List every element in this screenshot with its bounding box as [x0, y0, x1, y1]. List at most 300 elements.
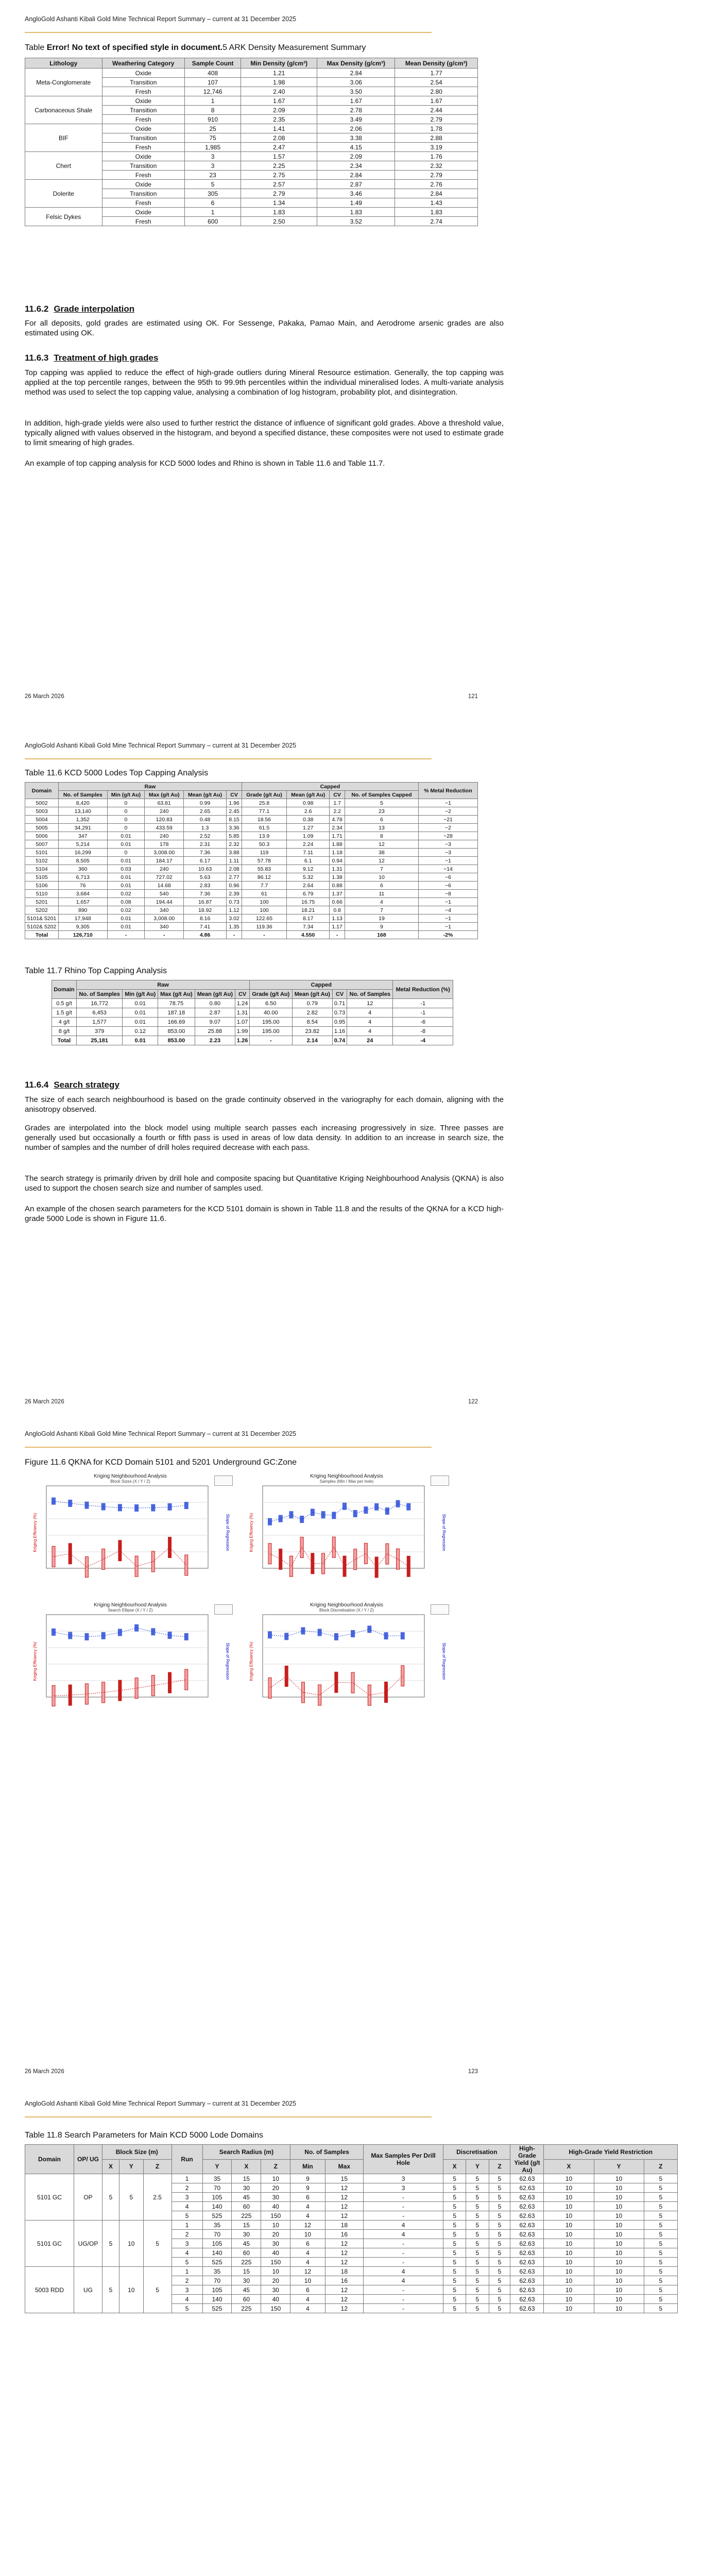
table-cell: 8	[345, 832, 418, 840]
table-cell: 16.75	[287, 898, 330, 906]
col-header: Lithology	[25, 58, 102, 69]
page-header: AngloGold Ashanti Kibali Gold Mine Technical Report Summary – current at 31 December 2025	[25, 1430, 297, 1437]
table-cell: 5	[443, 2230, 466, 2239]
table-cell: 10	[544, 2211, 594, 2221]
qkna-plot	[253, 1614, 434, 1717]
table-cell: 5	[489, 2258, 510, 2267]
table-cell: 7.41	[184, 923, 227, 931]
slope-line	[120, 1628, 136, 1633]
table-cell: 3	[172, 2193, 202, 2202]
col-header: OP/ UG	[74, 2145, 102, 2174]
table-cell: 2.14	[292, 1036, 333, 1045]
table-cell: 3,008.00	[145, 849, 184, 857]
table-cell: 10	[594, 2230, 644, 2239]
slope-line	[170, 1635, 186, 1637]
table-cell: 5	[443, 2174, 466, 2183]
col-header: Weathering Category	[102, 58, 184, 69]
efficiency-box	[135, 1556, 138, 1577]
table-cell: 2	[172, 2183, 202, 2193]
table-cell: 6.17	[184, 857, 227, 865]
table-cell: 0.08	[107, 898, 145, 906]
table-cell: 5.63	[184, 873, 227, 882]
paragraph: For all deposits, gold grades are estimated using OK. For Sessenge, Pakaka, Pamao Main, and Aerodrome arsenic grades are also estimated using OK.	[25, 319, 504, 337]
table-row	[25, 2267, 678, 2276]
efficiency-line	[153, 1548, 169, 1562]
table-cell: 4	[347, 1008, 393, 1018]
col-header: Min (g/t Au)	[123, 990, 158, 999]
table-cell: 2.87	[317, 180, 395, 189]
table-cell: 40	[261, 2295, 290, 2304]
table-cell: 5	[466, 2239, 489, 2248]
table-cell: 4 g/t	[52, 1018, 77, 1027]
table-cell: 70	[202, 2183, 232, 2193]
table-cell: 3.50	[317, 87, 395, 96]
table-cell: 360	[59, 865, 108, 873]
slope-line	[320, 1633, 336, 1637]
table-cell: 9.12	[287, 865, 330, 873]
table-cell: Fresh	[102, 198, 184, 208]
table-cell: 13.9	[242, 832, 286, 840]
table-cell: 5	[466, 2183, 489, 2193]
table-cell: 5007	[25, 840, 59, 849]
table-cell: 62.63	[510, 2174, 544, 2183]
table-cell: 0.38	[287, 816, 330, 824]
table-cell: 34,291	[59, 824, 108, 832]
section-heading: 11.6.3 Treatment of high grades	[25, 353, 159, 363]
table-cell: 77.1	[242, 807, 286, 816]
col-header: Y	[594, 2159, 644, 2174]
table-cell: 2.32	[227, 840, 242, 849]
slope-line	[136, 1507, 153, 1508]
table-cell: −1	[418, 923, 477, 931]
table-cell: 23	[184, 171, 241, 180]
efficiency-box	[311, 1553, 314, 1574]
paragraph: The size of each search neighbourhood is based on the grade continuity observed in the variography for each domain, aligning with the anisotropy observed.	[25, 1095, 504, 1114]
table-cell: 18.56	[242, 816, 286, 824]
page-footer: 26 March 2026 123	[25, 2069, 478, 2075]
table-cell: 1.11	[227, 857, 242, 865]
table-row	[25, 799, 478, 807]
table-cell: 63.81	[145, 799, 184, 807]
table-cell: 2.80	[395, 87, 478, 96]
col-header: High-Grade Yield Restriction	[544, 2145, 678, 2160]
domain-cell: 5101 GC	[25, 2174, 74, 2221]
slope-line	[120, 1507, 136, 1508]
table-cell: 1.83	[395, 208, 478, 217]
table-cell: 5	[489, 2174, 510, 2183]
y-axis-label: Slope of Regression	[441, 1514, 447, 1551]
col-header: Domain	[52, 980, 77, 999]
table-cell: 5	[644, 2258, 677, 2267]
table-cell: 7.7	[242, 882, 286, 890]
table-cell: 2.32	[395, 161, 478, 171]
col-header: Z	[644, 2159, 677, 2174]
table-cell: 5	[644, 2304, 677, 2313]
col-header: Y	[202, 2159, 232, 2174]
table-cell: 4	[290, 2295, 325, 2304]
table-cell: 9.07	[195, 1018, 235, 1027]
table-row	[25, 832, 478, 840]
efficiency-box	[102, 1549, 105, 1569]
table-cell: 0.01	[107, 840, 145, 849]
table-cell: Oxide	[102, 124, 184, 133]
table-cell: 1.37	[330, 890, 345, 898]
table-cell: 3,684	[59, 890, 108, 898]
efficiency-box	[375, 1557, 378, 1578]
table-cell: 0.99	[184, 799, 227, 807]
table-cell: 7	[345, 865, 418, 873]
table-cell: 0.80	[195, 999, 235, 1008]
table-cell: 5	[345, 799, 418, 807]
paragraph: The search strategy is primarily driven by drill hole and composite spacing but Quantitative Kriging Neighbourhood Analysis (QKNA) is also used to support the chosen search size and number of samples used.	[25, 1174, 504, 1193]
table-cell: 5	[443, 2202, 466, 2211]
table-cell: Total	[25, 931, 59, 939]
table-row	[52, 1018, 453, 1027]
table-cell: 1.16	[333, 1027, 347, 1036]
table-cell: 12	[347, 999, 393, 1008]
efficiency-line	[87, 1559, 103, 1567]
table-cell: 10	[544, 2267, 594, 2276]
table-cell: 2.09	[317, 152, 395, 161]
table-cell: 4	[290, 2304, 325, 2313]
efficiency-box	[397, 1549, 400, 1569]
table-cell: 107	[184, 78, 241, 87]
slope-line	[270, 1635, 286, 1636]
col-header: Z	[261, 2159, 290, 2174]
table-cell: 62.63	[510, 2276, 544, 2285]
table-cell: 7.34	[287, 923, 330, 931]
table-cell: −3	[418, 840, 477, 849]
col-header: High-Grade Yield (g/t Au)	[510, 2145, 544, 2174]
panel-subtitle: Block Discretisation (X / Y / Z)	[319, 1608, 374, 1613]
table-cell: 2.79	[395, 115, 478, 124]
table-cell: -6	[393, 1018, 453, 1027]
table-cell: 4	[290, 2211, 325, 2221]
table-cell: 9	[345, 923, 418, 931]
slope-line	[170, 1505, 186, 1507]
table-cell: 2.44	[395, 106, 478, 115]
y-axis-label: Kriging Efficiency (%)	[32, 1641, 38, 1681]
table-cell: 0	[107, 816, 145, 824]
col-header: Metal Reduction (%)	[393, 980, 453, 999]
table-cell: 2.88	[395, 133, 478, 143]
table-cell: 3.19	[395, 143, 478, 152]
table-cell: 5.32	[287, 873, 330, 882]
table-cell: 19	[345, 914, 418, 923]
table-cell: 5	[489, 2230, 510, 2239]
table-cell: 2.34	[317, 161, 395, 171]
table-cell: 10	[594, 2239, 644, 2248]
table-cell: 40.00	[250, 1008, 292, 1018]
table-cell: 62.63	[510, 2304, 544, 2313]
col-header: No. of Samples	[76, 990, 122, 999]
efficiency-box	[68, 1544, 72, 1564]
table-cell: 5	[489, 2304, 510, 2313]
table-cell: 13,140	[59, 807, 108, 816]
table-cell: 1.17	[330, 923, 345, 931]
table-row	[25, 873, 478, 882]
block-cell: 2.5	[143, 2174, 172, 2221]
table-cell: 4	[172, 2295, 202, 2304]
table-cell: 5003	[25, 807, 59, 816]
table-cell: 2.45	[227, 807, 242, 816]
domain-cell: 5101 GC	[25, 2221, 74, 2267]
table-cell: 6	[345, 882, 418, 890]
efficiency-line	[336, 1682, 353, 1683]
table-cell: 1.88	[330, 840, 345, 849]
table-cell: 7.36	[184, 890, 227, 898]
table-cell: −21	[418, 816, 477, 824]
table-cell: 35	[202, 2174, 232, 2183]
table-cell: 0.8	[330, 906, 345, 914]
table-cell: 5	[466, 2276, 489, 2285]
table-cell: 0.79	[292, 999, 333, 1008]
table-cell: 5	[644, 2202, 677, 2211]
col-header: Mean (g/t Au)	[184, 791, 227, 799]
table-cell: 5	[466, 2258, 489, 2267]
table-cell: 2.34	[330, 824, 345, 832]
y-axis-label: Kriging Efficiency (%)	[249, 1641, 254, 1681]
table-cell: 2.23	[195, 1036, 235, 1045]
table-cell: 0	[107, 849, 145, 857]
col-header: X	[232, 2159, 261, 2174]
table-cell: 126,710	[59, 931, 108, 939]
header-rule	[25, 1447, 432, 1448]
table-cell: 10	[544, 2193, 594, 2202]
table-cell: 6	[290, 2193, 325, 2202]
table-cell: Transition	[102, 133, 184, 143]
table-cell: 4	[290, 2248, 325, 2258]
table-cell: 5	[466, 2295, 489, 2304]
table-cell: 10	[594, 2193, 644, 2202]
table-cell: 10	[594, 2285, 644, 2295]
table-cell: 225	[232, 2258, 261, 2267]
table-cell: 1.43	[395, 198, 478, 208]
table-cell: 5	[443, 2248, 466, 2258]
table-cell: 168	[345, 931, 418, 939]
slope-box	[385, 1507, 389, 1515]
group-header: Raw	[76, 980, 249, 990]
table-cell: -	[242, 931, 286, 939]
table-cell: 1.26	[235, 1036, 250, 1045]
col-header: Max (g/t Au)	[145, 791, 184, 799]
table-cell: -	[364, 2193, 443, 2202]
table-cell: -	[364, 2248, 443, 2258]
table-cell: 62.63	[510, 2230, 544, 2239]
table-cell: 12	[325, 2304, 363, 2313]
slope-box	[321, 1511, 325, 1518]
table-cell: 240	[145, 865, 184, 873]
table-cell: 1.24	[235, 999, 250, 1008]
table-row	[25, 2221, 678, 2230]
table-cell: 5	[184, 180, 241, 189]
table-cell: -2%	[418, 931, 477, 939]
table-cell: 5	[489, 2193, 510, 2202]
table-cell: 1.12	[227, 906, 242, 914]
table-cell: 15	[325, 2174, 363, 2183]
table-cell: 35	[202, 2221, 232, 2230]
table-cell: -	[227, 931, 242, 939]
table-row	[25, 865, 478, 873]
table-cell: Fresh	[102, 171, 184, 180]
table-cell: -	[364, 2239, 443, 2248]
table-cell: 2	[172, 2230, 202, 2239]
table-cell: 0.48	[184, 816, 227, 824]
table-cell: 15	[232, 2221, 261, 2230]
table-cell: 55.83	[242, 865, 286, 873]
table-cell: 40	[261, 2248, 290, 2258]
table-cell: 2.76	[395, 180, 478, 189]
table-cell: 61	[242, 890, 286, 898]
table-cell: 1.76	[395, 152, 478, 161]
panel-subtitle: Block Sizes (X / Y / Z)	[110, 1479, 150, 1484]
slope-box	[134, 1624, 139, 1632]
table-cell: 16.87	[184, 898, 227, 906]
table-cell: 20	[261, 2230, 290, 2239]
table-cell: 10	[594, 2295, 644, 2304]
table-cell: 5	[466, 2193, 489, 2202]
slope-line	[153, 1507, 169, 1508]
table-cell: 24	[347, 1036, 393, 1045]
qkna-panel	[25, 1602, 236, 1728]
table-cell: 76	[59, 882, 108, 890]
table-cell: 0.01	[107, 857, 145, 865]
table-cell: −28	[418, 832, 477, 840]
table-cell: 1	[184, 208, 241, 217]
table-cell: 0.03	[107, 865, 145, 873]
table-cell: 1.7	[330, 799, 345, 807]
table-cell: 61.5	[242, 824, 286, 832]
table-cell: −1	[418, 799, 477, 807]
table-caption: Table Error! No text of specified style in document.5 ARK Density Measurement Summary	[25, 43, 366, 52]
table-cell: 5004	[25, 816, 59, 824]
table-cell: 1	[172, 2221, 202, 2230]
table-cell: 10	[544, 2221, 594, 2230]
legend-box	[214, 1476, 233, 1486]
y-axis-label: Kriging Efficiency (%)	[32, 1513, 38, 1552]
table-cell: 119	[242, 849, 286, 857]
col-header: Z	[143, 2159, 172, 2174]
efficiency-box	[268, 1544, 271, 1564]
table-cell: 4	[364, 2276, 443, 2285]
table-cell: 5	[644, 2174, 677, 2183]
efficiency-line	[170, 1680, 186, 1683]
table-cell: Oxide	[102, 208, 184, 217]
table-row	[25, 69, 478, 78]
table-cell: 12	[290, 2267, 325, 2276]
col-header: Grade (g/t Au)	[250, 990, 292, 999]
table-cell: 1,985	[184, 143, 241, 152]
efficiency-line	[170, 1548, 186, 1565]
table-cell: 10	[544, 2258, 594, 2267]
table-cell: 12	[325, 2211, 363, 2221]
table-cell: 3.52	[317, 217, 395, 226]
section-heading: 11.6.2 Grade interpolation	[25, 304, 135, 314]
table-cell: 1	[172, 2267, 202, 2276]
table-cell: 5	[644, 2248, 677, 2258]
table-cell: 5	[466, 2202, 489, 2211]
table-cell: 1.31	[330, 865, 345, 873]
table-cell: 18.21	[287, 906, 330, 914]
table-cell: 1.49	[317, 198, 395, 208]
table-row	[25, 914, 478, 923]
table-cell: 30	[232, 2276, 261, 2285]
table-cell: 12	[290, 2221, 325, 2230]
table-cell: 7.36	[184, 849, 227, 857]
table-cell: 890	[59, 906, 108, 914]
col-header: CV	[330, 791, 345, 799]
col-header: Block Size (m)	[102, 2145, 172, 2160]
col-header: Discretisation	[443, 2145, 510, 2160]
table-cell: 225	[232, 2211, 261, 2221]
table-cell: 5	[489, 2248, 510, 2258]
table-cell: -	[145, 931, 184, 939]
table-cell: 8 g/t	[52, 1027, 77, 1036]
slope-line	[104, 1506, 120, 1507]
page-footer: 26 March 2026 121	[25, 693, 478, 700]
col-header: Y	[466, 2159, 489, 2174]
table-cell: Oxide	[102, 152, 184, 161]
table-cell: 10	[594, 2258, 644, 2267]
table-cell: 1.57	[241, 152, 317, 161]
table-cell: 184.17	[145, 857, 184, 865]
block-cell: 5	[102, 2174, 119, 2221]
opug-cell: OP	[74, 2174, 102, 2221]
paragraph: An example of top capping analysis for KCD 5000 lodes and Rhino is shown in Table 11.6 and Table 11.7.	[25, 459, 385, 468]
table-cell: 5	[466, 2267, 489, 2276]
efficiency-box	[289, 1556, 293, 1577]
table-cell: −3	[418, 849, 477, 857]
table-cell: 30	[232, 2230, 261, 2239]
table-cell: 12	[325, 2248, 363, 2258]
table-cell: 1.35	[227, 923, 242, 931]
slope-box	[52, 1629, 56, 1636]
table-cell: 5	[644, 2230, 677, 2239]
table-row	[52, 1027, 453, 1036]
efficiency-line	[353, 1683, 369, 1695]
table-row	[25, 96, 478, 106]
table-cell: 10	[544, 2276, 594, 2285]
table-row	[25, 816, 478, 824]
table-cell: 1.38	[330, 873, 345, 882]
y-axis-label: Kriging Efficiency (%)	[249, 1513, 254, 1552]
table-cell: 8.54	[292, 1018, 333, 1027]
slope-line	[104, 1633, 120, 1636]
table-cell: 8,420	[59, 799, 108, 807]
panel-title: Kriging Neighbourhood Analysis	[310, 1473, 383, 1479]
table-cell: 14.68	[145, 882, 184, 890]
table-cell: 1,657	[59, 898, 108, 906]
col-header: Max (g/t Au)	[158, 990, 195, 999]
table-cell: 2	[172, 2276, 202, 2285]
slope-line	[153, 1632, 169, 1635]
table-cell: 4	[364, 2230, 443, 2239]
table-cell: 45	[232, 2193, 261, 2202]
table-cell: 3	[172, 2285, 202, 2295]
table-cell: 10	[594, 2174, 644, 2183]
table-cell: 1.21	[241, 69, 317, 78]
table-cell: 3.06	[317, 78, 395, 87]
table-cell: 0.94	[330, 857, 345, 865]
table-cell: 5	[644, 2276, 677, 2285]
table-cell: 60	[232, 2248, 261, 2258]
table-cell: 1	[172, 2174, 202, 2183]
table-cell: 10	[544, 2174, 594, 2183]
table-cell: -4	[393, 1036, 453, 1045]
table-cell: 105	[202, 2239, 232, 2248]
table-cell: 240	[145, 832, 184, 840]
table-cell: 10	[594, 2267, 644, 2276]
